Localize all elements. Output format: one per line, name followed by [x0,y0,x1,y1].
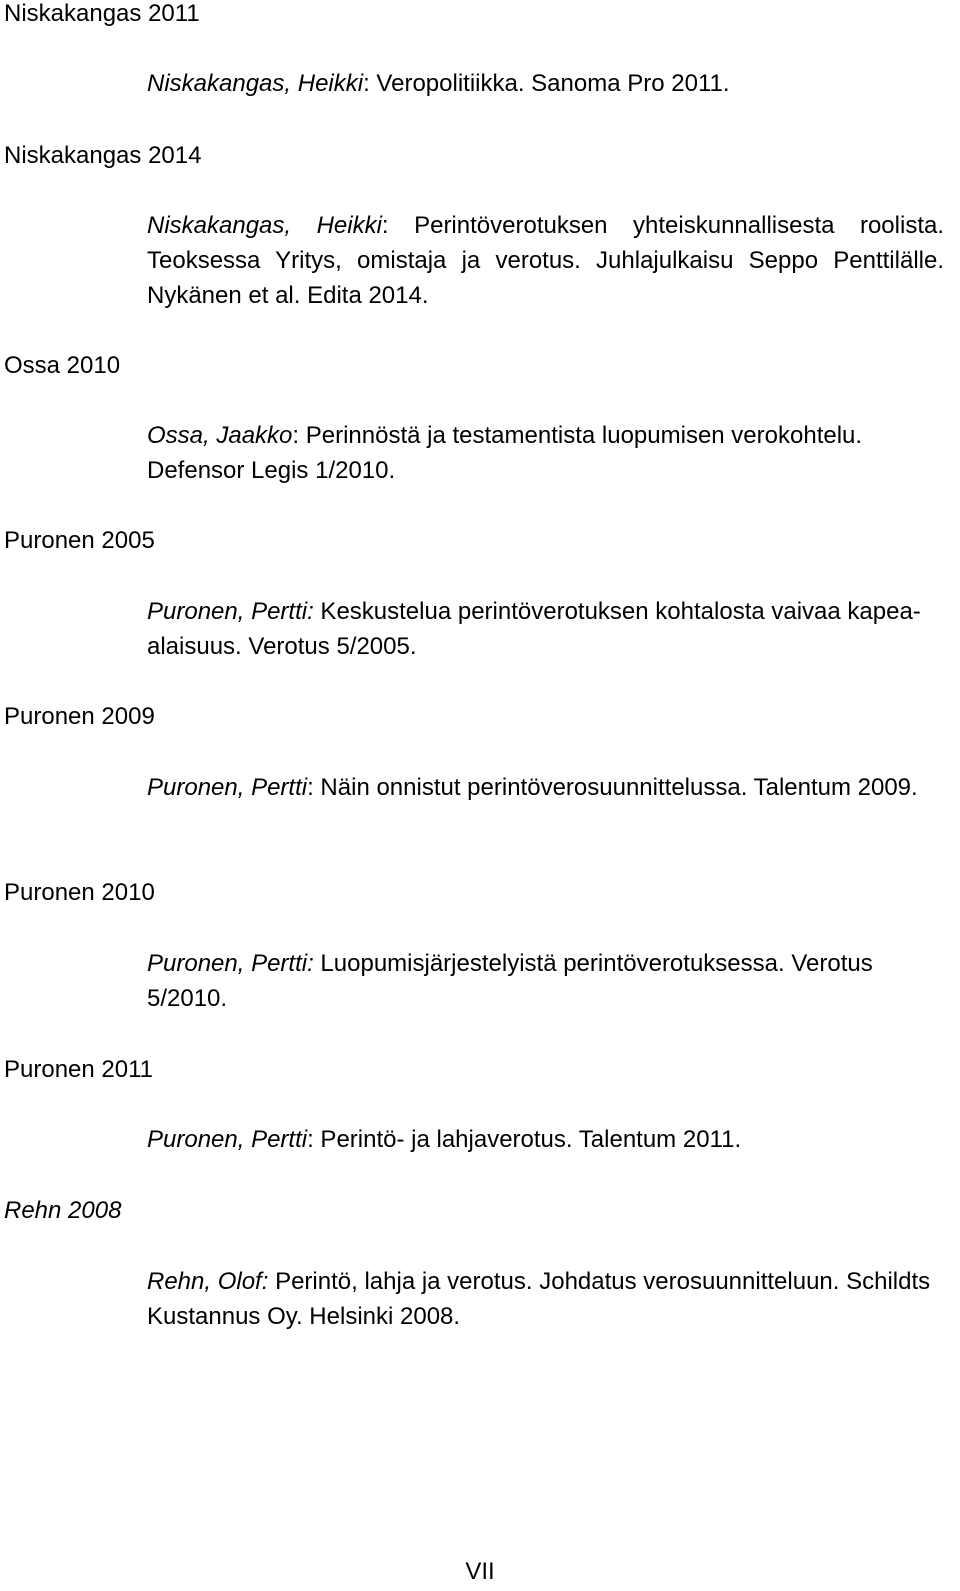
reference-key: Niskakangas 2014 [4,142,202,169]
reference-author: Niskakangas, Heikki [147,70,364,97]
reference-entry [147,1122,947,1157]
reference-author: Niskakangas, Heikki [147,212,382,239]
reference-author: Ossa, Jaakko [147,422,293,449]
reference-text: : Perintöverotuksen yhteiskunnallisesta roolista. Teoksessa Yritys, omistaja ja verotus. Juhlajulkaisu Seppo Penttilälle. Nykänen et al. Edita 2014. [147,212,944,309]
reference-key: Puronen 2010 [4,879,155,906]
reference-key: Ossa 2010 [4,352,121,379]
reference-entry [147,946,947,1016]
reference-text: Luopumisjärjestelyistä perintöverotuksessa. Verotus 5/2010. [147,950,873,1012]
reference-text: : Veropolitiikka. Sanoma Pro 2011. [363,70,730,97]
reference-entry [147,770,947,805]
reference-key: Puronen 2009 [4,703,155,730]
reference-text: Perintö, lahja ja verotus. Johdatus verosuunnitteluun. Schildts Kustannus Oy. Helsinki 2008. [147,1268,931,1330]
reference-key: Niskakangas 2011 [4,0,200,27]
reference-author: Puronen, Pertti: [147,950,314,977]
reference-entry [147,418,947,488]
reference-key: Puronen 2005 [4,527,155,554]
reference-author: Puronen, Pertti: [147,598,314,625]
reference-entry [147,66,947,101]
reference-entry [147,594,947,664]
reference-key: Puronen 2011 [4,1056,154,1083]
reference-text: Keskustelua perintöverotuksen kohtalosta vaivaa kapea-alaisuus. Verotus 5/2005. [147,598,921,660]
reference-key: Rehn 2008 [4,1197,122,1224]
reference-author: Puronen, Pertti [147,774,308,801]
reference-author: Puronen, Pertti [147,1126,308,1153]
reference-entry [147,1264,947,1334]
page-number: VII [465,1558,495,1585]
reference-text: : Perinnöstä ja testamentista luopumisen verokohtelu. Defensor Legis 1/2010. [147,422,863,484]
reference-text: : Perintö- ja lahjaverotus. Talentum 2011. [307,1126,742,1153]
reference-text: : Näin onnistut perintöverosuunnittelussa. Talentum 2009. [307,774,918,801]
reference-entry [147,208,944,313]
reference-author: Rehn, Olof: [147,1268,269,1295]
